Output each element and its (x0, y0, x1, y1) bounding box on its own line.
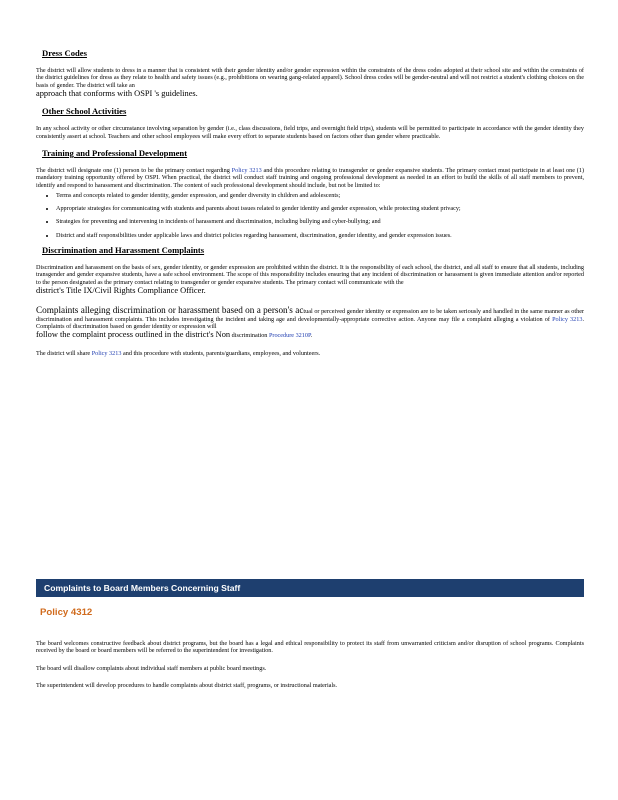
discrimination-tail: district's Title IX/Civil Rights Compliance Officer. (36, 285, 206, 295)
training-text-a: The district will designate one (1) person to be the primary contact regarding (36, 166, 232, 174)
section-banner (36, 579, 584, 597)
other-activities-heading: Other School Activities (42, 106, 127, 117)
training-heading: Training and Professional Development (42, 147, 188, 158)
complaints-tail-b: discrimination (230, 332, 269, 340)
complaints-tail-a: follow the complaint process outlined in the district's Non (36, 330, 231, 340)
board-paragraph-2: The board will disallow complaints about individual staff members at public board meetings. (36, 664, 267, 672)
share-text (36, 350, 584, 357)
complaints-lead: Complaints alleging discrimination or harassment based on a person's ac (36, 305, 304, 316)
share-text-b: and this procedure with students, parents/guardians, employees, and volunteers. (121, 349, 321, 357)
dress-code-heading: Dress Codes (42, 48, 87, 58)
training-text-b: and this procedure relating to transgender or gender expansive students. The primary contact must participate in at least one (1) mandatory training opportunity offered by OSPI. When practical, the district will conduct staff training and ongoing professional development as needed in an effort to build the skills of all staff members to prevent, identify and respond to harassment and discrimination. The content of such professional development should include, but not be limited to: (36, 166, 585, 189)
policy-3213-link[interactable]: Policy 3213 (552, 315, 583, 323)
complaints-text-b: . Complaints of discrimination based on gender identity or expression will (36, 315, 584, 331)
policy-3213-link[interactable]: Policy 3213 (231, 166, 262, 174)
procedure-3210p-link[interactable]: Procedure 3210P (268, 332, 311, 340)
board-paragraph-1: The board welcomes constructive feedback about district programs, but the board has a legal and ethical responsibility to protect its staff from unwarranted criticism and/or disruption of school programs. Complaints received by the board or board members will be referred to the superintendent for investigation. (36, 640, 584, 655)
complaints-text-a: tual or perceived gender identity or expression are to be taken seriously and handled in the same manner as other discrimination and harassment complaints. This includes investigating the incident and taking age and developmentally-appropriate corrective action. Anyone may file a complaint alleging a violation of (36, 308, 584, 323)
training-bullet: • Appropriate strategies for communicating with students and parents about issues related to gender identity and gender expression, while protecting student privacy; (56, 205, 584, 212)
training-bullet: • Terms and concepts related to gender identity, gender expression, and gender diversity in children and adolescents; (56, 192, 584, 199)
other-activities-text: In any school activity or other circumstance involving separation by gender (i.e., class discussions, field trips, and overnight field trips), students will be permitted to participate in accordance with the gender identity they consistently assert at school. Teachers and other school employees will make every effort to separate students based on factors other than gender where practicable. (36, 125, 584, 140)
training-bullet: • Strategies for preventing and intervening in incidents of harassment and discrimination, including bullying and cyber-bullying; and (56, 218, 584, 225)
policy-number: Policy 4312 (40, 607, 93, 618)
training-bullet: • District and staff responsibilities under applicable laws and district policies regarding harassment, discrimination, gender identity, and gender expression issues. (56, 232, 584, 239)
complaints-text (36, 305, 584, 330)
dress-code-text: The district will allow students to dress in a manner that is consistent with their gender identity and/or gender expression within the constraints of the dress codes adopted at their school site and within the constraints of the district guidelines for dress as they relate to health and safety issues (e.g., prohibitions on wearing gang-related apparel). School dress codes will be gender-neutral and will not restrict a student's clothing choices on the basis of gender. The district will take an (36, 67, 584, 89)
board-section (36, 640, 584, 689)
discrimination-text: Discrimination and harassment on the basis of sex, gender identity, or gender expression are prohibited within the district. It is the responsibility of each school, the district, and all staff to ensure that all students, including transgender and gender expansive students, have a safe school environment. The scope of this responsibility includes ensuring that any incident of discrimination or harassment is given immediate attention and/or reported to the person designated as the primary contact relating to transgender or gender expansive students. The primary contact will communicate with the (36, 264, 584, 286)
banner-title: Complaints to Board Members Concerning Staff (44, 583, 241, 593)
complaints-tail (36, 330, 584, 340)
training-text (36, 167, 584, 189)
discrimination-heading: Discrimination and Harassment Complaints (42, 245, 205, 256)
policy-3213-link[interactable]: Policy 3213 (91, 349, 122, 357)
document-body (36, 48, 584, 357)
board-paragraph-3: The superintendent will develop procedures to handle complaints about district staff, programs, or instructional materials. (36, 681, 338, 689)
share-text-a: The district will share (36, 349, 92, 357)
training-bullet-list (36, 192, 584, 239)
dress-code-tail: approach that conforms with OSPI 's guidelines. (36, 88, 198, 98)
complaints-tail-c: . (310, 332, 313, 340)
